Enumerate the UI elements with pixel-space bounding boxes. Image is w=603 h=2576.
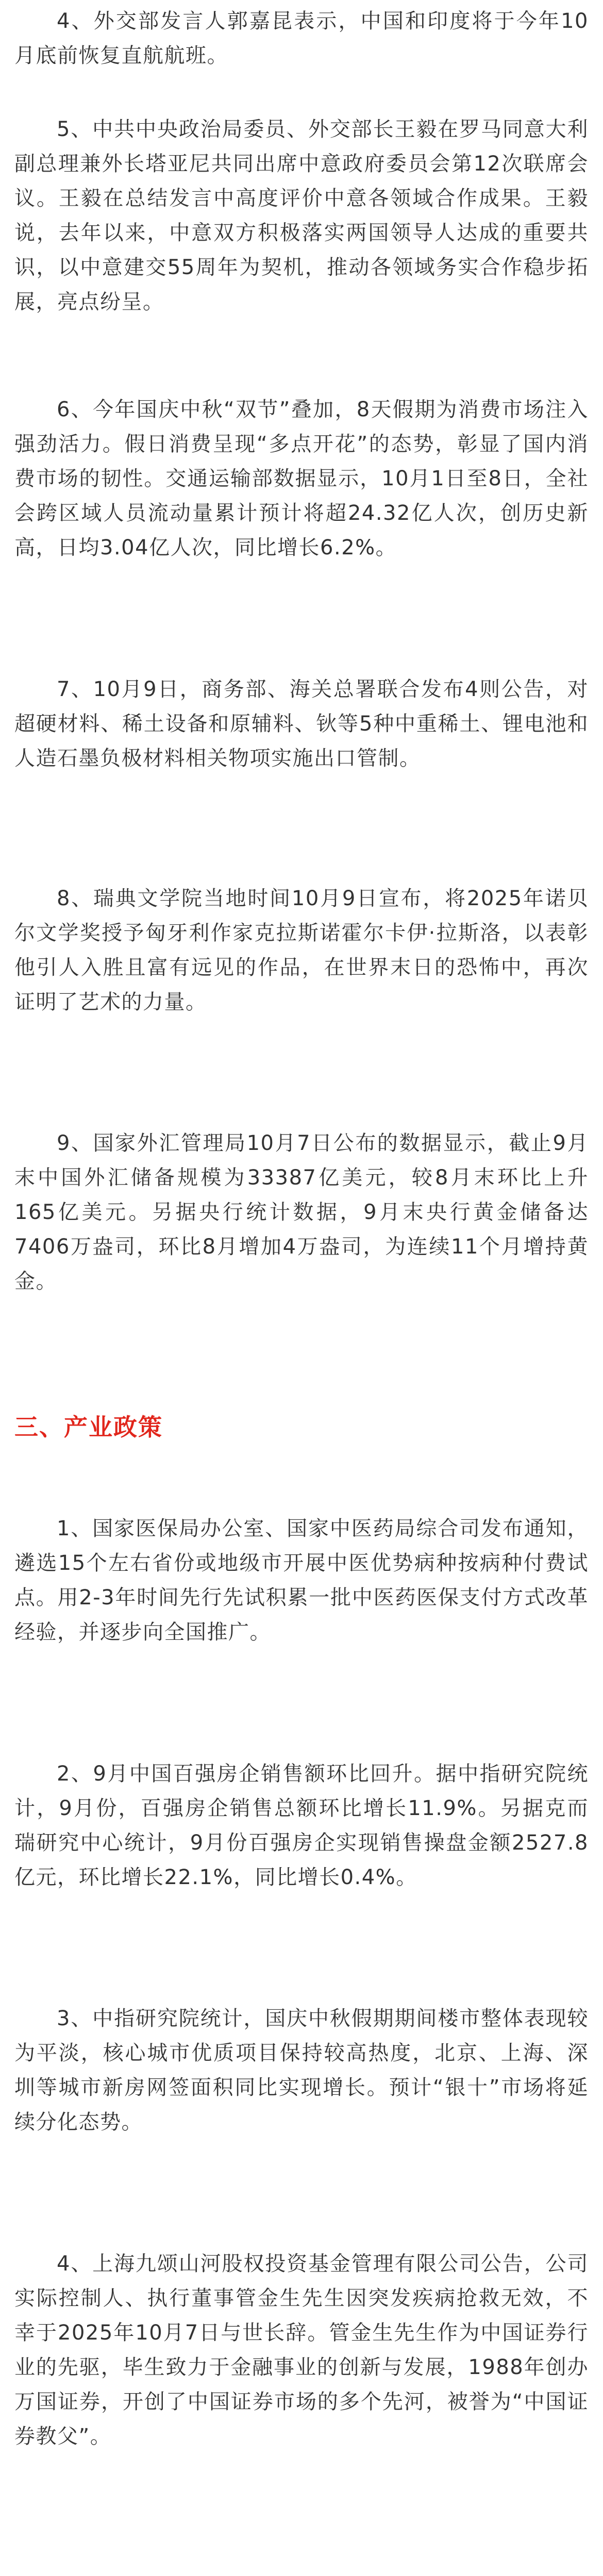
news-item-8: 8、瑞典文学院当地时间10月9日宣布，将2025年诺贝尔文学奖授予匈牙利作家克拉斯诺霍尔卡伊·拉斯洛，以表彰他引人入胜且富有远见的作品，在世界末日的恐怖中，再次证明了艺术的力量。 xyxy=(14,887,589,1014)
policy-item-3: 3、中指研究院统计，国庆中秋假期期间楼市整体表现较为平淡，核心城市优质项目保持较高热度，北京、上海、深圳等城市新房网签面积同比实现增长。预计“银十”市场将延续分化态势。 xyxy=(14,2007,589,2134)
section-title-industry-policy: 三、产业政策 xyxy=(14,1413,163,1441)
news-item-7: 7、10月9日，商务部、海关总署联合发布4则公告，对超硬材料、稀土设备和原辅料、钬等5种中重稀土、锂电池和人造石墨负极材料相关物项实施出口管制。 xyxy=(14,677,589,770)
news-item-4: 4、外交部发言人郭嘉昆表示，中国和印度将于今年10月底前恢复直航航班。 xyxy=(14,9,589,67)
policy-item-1: 1、国家医保局办公室、国家中医药局综合司发布通知，遴选15个左右省份或地级市开展中医优势病种按病种付费试点。用2-3年时间先行先试积累一批中医药医保支付方式改革经验，并逐步向全国推广。 xyxy=(14,1517,589,1644)
news-item-5: 5、中共中央政治局委员、外交部长王毅在罗马同意大利副总理兼外长塔亚尼共同出席中意政府委员会第12次联席会议。王毅在总结发言中高度评价中意各领域合作成果。王毅说，去年以来，中意双方积极落实两国领导人达成的重要共识，以中意建交55周年为契机，推动各领域务实合作稳步拓展，亮点纷呈。 xyxy=(14,117,589,314)
news-item-6: 6、今年国庆中秋“双节”叠加，8天假期为消费市场注入强劲活力。假日消费呈现“多点开花”的态势，彰显了国内消费市场的韧性。交通运输部数据显示，10月1日至8日，全社会跨区域人员流动量累计预计将超24.32亿人次，创历史新高，日均3.04亿人次，同比增长6.2%。 xyxy=(14,398,589,560)
policy-item-4: 4、上海九颂山河股权投资基金管理有限公司公告，公司实际控制人、执行董事管金生先生因突发疾病抢救无效，不幸于2025年10月7日与世长辞。管金生先生作为中国证券行业的先驱，毕生致力于金融事业的创新与发展，1988年创办万国证券，开创了中国证券市场的多个先河，被誉为“中国证券教父”。 xyxy=(14,2252,589,2448)
policy-item-2: 2、9月中国百强房企销售额环比回升。据中指研究院统计，9月份，百强房企销售总额环比增长11.9%。另据克而瑞研究中心统计，9月份百强房企实现销售操盘金额2527.8亿元，环比增长22.1%，同比增长0.4%。 xyxy=(14,1762,589,1889)
news-item-9: 9、国家外汇管理局10月7日公布的数据显示，截止9月末中国外汇储备规模为33387亿美元，较8月末环比上升165亿美元。另据央行统计数据，9月末央行黄金储备达7406万盎司，环比8月增加4万盎司，为连续11个月增持黄金。 xyxy=(14,1131,589,1293)
